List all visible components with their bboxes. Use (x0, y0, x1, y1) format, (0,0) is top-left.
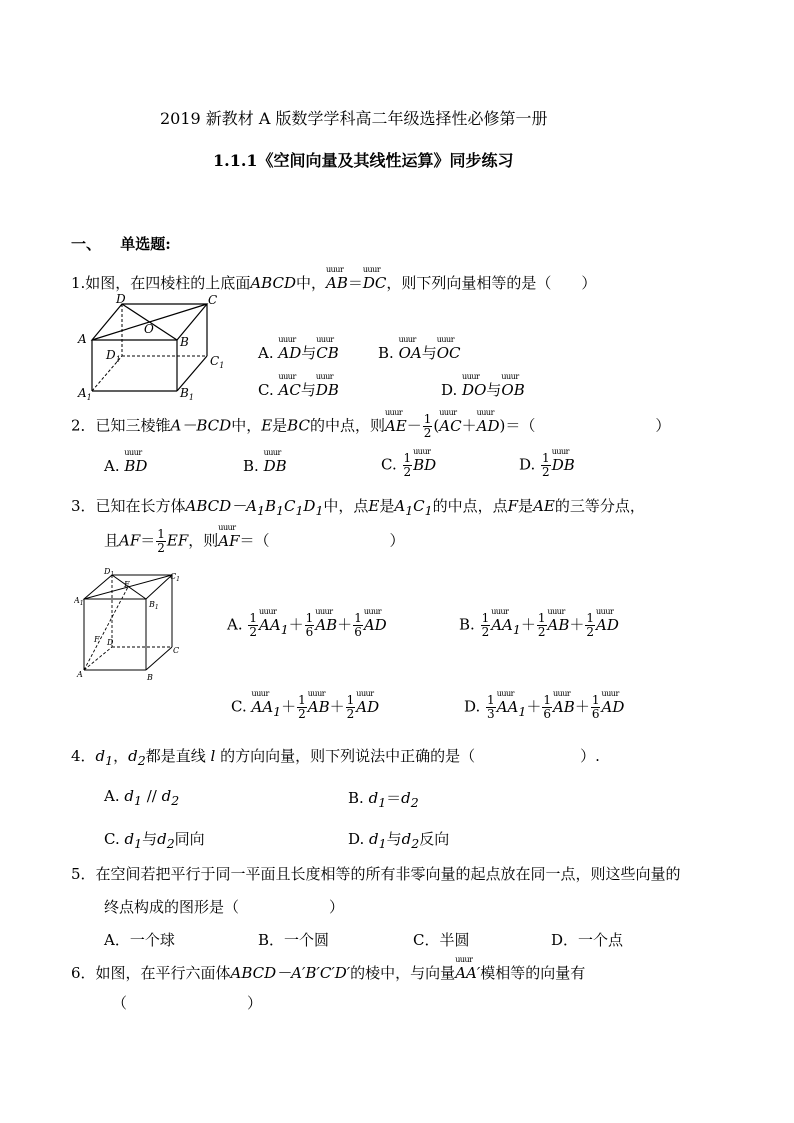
document-subtitle: 1.1.1《空间向量及其线性运算》同步练习 (213, 151, 514, 170)
q4-option-c[interactable]: C. $d_1$与$d_2$同向 (104, 830, 205, 851)
label-F: F (94, 635, 100, 644)
q5-option-a[interactable]: A．一个球 (104, 931, 175, 949)
q2-option-c[interactable]: C. $\frac{1}{2}$ uuur BD (381, 452, 436, 479)
q5-stem: 5．在空间若把平行于同一平面且长度相等的所有非零向量的起点放在同一点，则这些向量的 (71, 865, 681, 883)
q1-stem: 1.如图，在四棱柱的上底面ABCD中，uuur AB＝uuur DC，则下列向量相等的是（ ） (71, 272, 596, 293)
label-O: O (144, 322, 154, 336)
label-A: A (77, 670, 83, 679)
q1-prism-figure (72, 293, 232, 403)
q3-option-b[interactable]: B. $\frac{1}{2}$ uuur $AA_1+$ $\frac{1}{2}$ uuur AB＋ $\frac{1}{2}$ uuur AD (459, 612, 619, 639)
q2-option-d[interactable]: D. $\frac{1}{2}$ uuur DB (519, 452, 575, 479)
q5-option-d[interactable]: D．一个点 (551, 931, 624, 949)
label-D1: $D_1$ (106, 348, 121, 364)
label-D: D (116, 293, 126, 306)
q3-option-d[interactable]: D. $\frac{1}{3}$ uuur $AA_1+$ $\frac{1}{6}$ uuur AB＋ $\frac{1}{6}$ uuur AD (464, 694, 624, 721)
q6-stem: 6．如图，在平行六面体ABCD－A′B′C′D′的棱中，与向量uuur AA′模相等的向量有 (71, 962, 585, 983)
q3-stem-line2: 且AF＝ $\frac{1}{2}$ EF，则uuur AF＝（ ） (104, 528, 405, 555)
q4-option-d[interactable]: D. $d_1$与$d_2$反向 (348, 830, 450, 851)
section-heading (71, 233, 171, 254)
q3-box-figure (74, 567, 184, 682)
document-title: 2019 新教材 A 版数学学科高二年级选择性必修第一册 (160, 109, 548, 128)
q6-answer-blank[interactable]: （ ） (112, 994, 263, 1012)
q1-option-d[interactable]: D. uuur DO与uuur OB (441, 379, 525, 400)
label-D: D (107, 638, 114, 647)
label-B: B (147, 673, 153, 682)
q1-option-a[interactable]: A. uuur AD与uuur CB (258, 342, 339, 363)
q3-option-c[interactable]: C. uuur $AA_1+$ $\frac{1}{2}$ uuur AB＋ $\frac{1}{2}$ uuur AD (231, 694, 379, 721)
q2-option-b[interactable]: B. uuur DB (243, 457, 287, 475)
q2-option-a[interactable]: A. uuur BD (104, 457, 147, 475)
q3-option-a[interactable]: A. $\frac{1}{2}$ uuur $AA_1+$ $\frac{1}{6}$ uuur AB＋ $\frac{1}{6}$ uuur AD (227, 612, 387, 639)
label-B1: $B_1$ (149, 600, 159, 611)
label-C: C (208, 293, 218, 307)
q4-option-a[interactable]: A. $d_1 // d_2$ (104, 787, 180, 808)
label-D1: $D_1$ (104, 567, 115, 578)
label-E: E (124, 580, 130, 589)
label-C1: $C_1$ (210, 354, 225, 370)
label-A1: $A_1$ (78, 386, 92, 402)
q2-stem: 2．已知三棱锥A－BCD中，E是BC的中点，则uuur AE－ $\frac{1}{2}$ (uuur AC＋uuur AD)＝（ ） (71, 413, 670, 440)
label-A: A (78, 332, 87, 346)
label-C1: $C_1$ (170, 572, 180, 583)
q4-option-b[interactable]: B. $d_1=d_2$ (348, 789, 419, 810)
q3-stem: 3．已知在长方体$ABCD-A_1B_1C_1D_1$中，点E是$A_1C_1$的中点，点F是AE的三等分点， (71, 497, 645, 518)
q1-option-c[interactable]: C. uuur AC与uuur DB (258, 379, 339, 400)
q4-stem: 4．$d_1$，$d_2$都是直线 l 的方向向量，则下列说法中正确的是（ ）. (71, 747, 600, 768)
section-name: 单选题: (120, 235, 171, 253)
label-C: C (173, 646, 180, 655)
q5-stem-line2: 终点构成的图形是（ ） (104, 898, 345, 916)
q1-option-b[interactable]: B. uuur OA与uuur OC (378, 342, 461, 363)
q5-option-b[interactable]: B．一个圆 (258, 931, 330, 949)
label-B: B (180, 335, 189, 349)
q5-option-c[interactable]: C．半圆 (413, 931, 470, 949)
label-B1: $B_1$ (180, 386, 194, 402)
label-A1: $A_1$ (74, 596, 84, 607)
section-number: 一、 (71, 235, 102, 253)
